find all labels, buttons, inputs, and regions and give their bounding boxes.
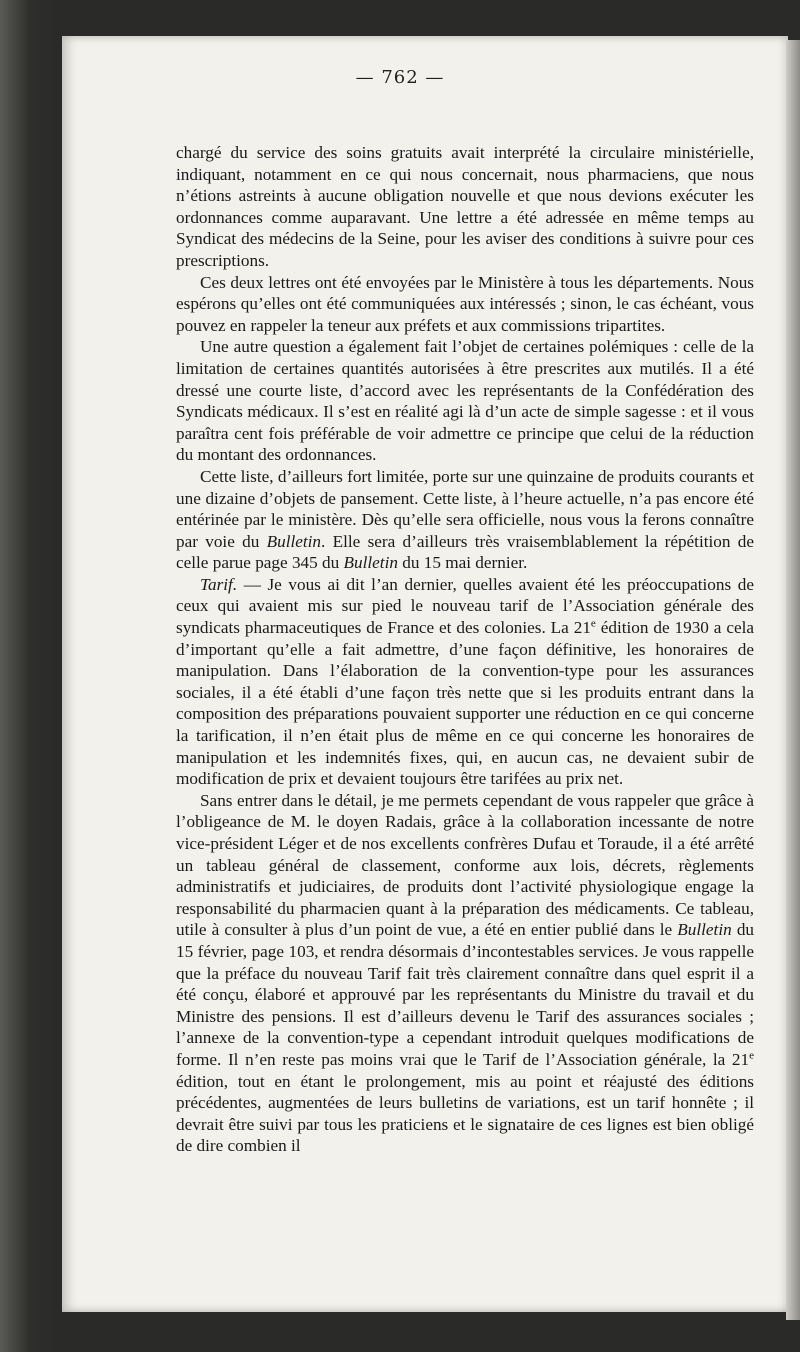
italic-text: Tarif.	[200, 574, 238, 594]
text-run: — Je vous ai dit l’an dernier, quelles avaient été les préoccupations de ceux qui avaient mis sur pied le nouveau tarif de l’Association générale des syndicats pharmaceutiques de France et des colonies. La 21	[176, 574, 754, 638]
superscript: e	[749, 1049, 754, 1062]
text-run: du 15 février, page 103, et rendra désormais d’incontestables services. Je vous rappelle que la préface du nouveau Tarif fait très clairement connaître dans quel esprit il a été conçu, élaboré et approuvé par les représentants du Ministre du travail et du Ministre des pensions. Il est d’ailleurs devenu le Tarif des assurances sociales ; l’annexe de la convention-type a cependant introduit quelques modifications de forme. Il n’en reste pas moins vrai que le Tarif de l’Association générale, la 21	[176, 920, 755, 1069]
text-run: . Elle sera d’ailleurs très vraisemblablement la répétition de celle parue page 345 du	[176, 531, 754, 573]
paragraph	[176, 336, 754, 466]
body-text	[176, 142, 754, 1157]
paragraph	[176, 790, 754, 1157]
text-run: Sans entrer dans le détail, je me permets cependant de vous rappeler que grâce à l’obligeance de M. le doyen Radais, grâce à la collaboration incessante de notre vice-président Léger et de nos excellents confrères Dufau et Toraude, il a été arrêté un tableau général de classement, conforme aux lois, décrets, règlements administratifs et judiciaires, de produits dont l’activité physiologique engage la responsabilité du pharmacien quant à la préparation des médicaments. Ce tableau, utile à consulter à plus d’un point de vue, a été en entier publié dans le	[176, 790, 754, 940]
italic-text: Bulletin	[343, 553, 398, 573]
italic-text: Bulletin	[677, 920, 732, 940]
paragraph	[176, 466, 754, 574]
paragraph	[176, 574, 754, 790]
text-run: édition de 1930 a cela d’important qu’elle a fait admettre, d’une façon définitive, les honoraires de manipulation. Dans l’élaboration de la convention-type pour les assurances sociales, il a été établi d’une façon très nette que si les produits entrant dans la composition des préparations pouvaient supporter une réduction en ce qui concerne la tarification, il n’en était plus de même en ce qui concerne les honoraires de manipulation et les indemnités fixes, qui, en aucun cas, ne devaient subir de modification de prix et devaient toujours être tarifées au prix net.	[176, 618, 755, 789]
page-edge	[786, 40, 800, 1320]
text-run: Cette liste, d’ailleurs fort limitée, porte sur une quinzaine de produits courants et une dizaine d’objets de pansement. Cette liste, à l’heure actuelle, n’a pas encore été entérinée par le ministère. Dès qu’elle sera officielle, nous vous la ferons connaître par voie du	[176, 466, 754, 551]
text-run: chargé du service des soins gratuits avait interprété la circulaire ministérielle, indiquant, notamment en ce qui nous concernait, nous pharmaciens, que nous n’étions astreints à aucune obligation nouvelle et que nous devions exécuter les ordonnances comme auparavant. Une lettre a été adressée en même temps au Syndicat des médecins de la Seine, pour les aviser des conditions à suivre pour ces prescriptions.	[176, 143, 754, 270]
text-run: Ces deux lettres ont été envoyées par le Ministère à tous les départements. Nous espérons qu’elles ont été communiquées aux intéressés ; sinon, le cas échéant, vous pouvez en rappeler la teneur aux préfets et aux commissions tripartites.	[176, 272, 754, 335]
page-number: — 762 —	[355, 67, 445, 88]
superscript: e	[590, 617, 596, 630]
italic-text: Bulletin	[266, 531, 322, 551]
text-run: Une autre question a également fait l’objet de certaines polémiques : celle de la limitation de certaines quantités autorisées à être prescrites aux mutilés. Il a été dressé une courte liste, d’accord avec les représentants de la Confédération des Syndicats médicaux. Il s’est en réalité agi là d’un acte de simple sagesse : et il vous paraîtra cent fois préférable de voir admettre ce principe que celui de la réduction du montant des ordonnances.	[176, 337, 754, 465]
paragraph	[176, 142, 754, 272]
text-run: du 15 mai dernier.	[397, 553, 528, 573]
text-run: édition, tout en étant le prolongement, mis au point et réajusté des éditions précédentes, augmentées de leurs bulletins de variations, est un tarif honnête ; il devrait être suivi par tous les praticiens et le signataire de ces lignes est bien obligé de dire combien il	[176, 1071, 754, 1156]
paragraph	[176, 272, 754, 337]
